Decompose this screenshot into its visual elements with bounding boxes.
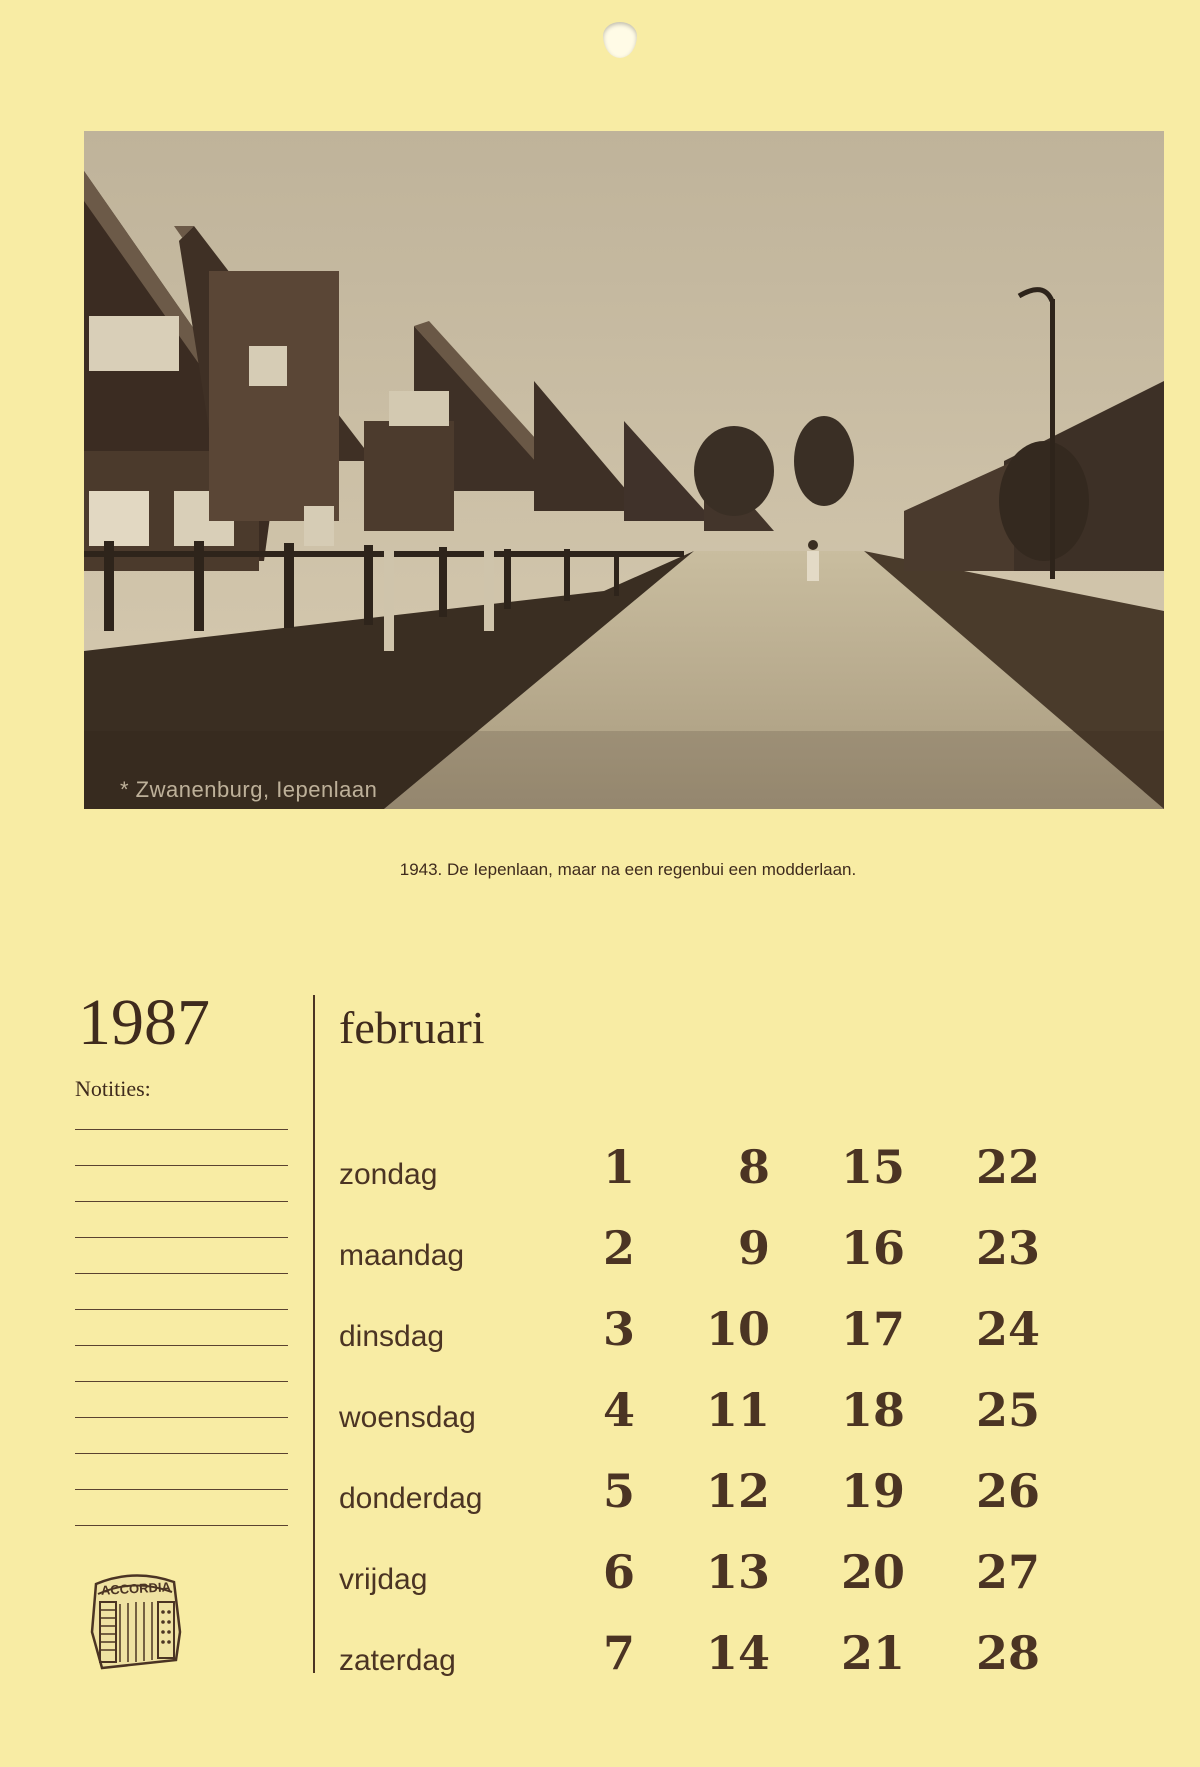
day-name: maandag — [339, 1239, 465, 1272]
date-number: 2 — [602, 1221, 635, 1275]
day-name: woensdag — [339, 1401, 476, 1434]
svg-text:ACCORDIA: ACCORDIA — [100, 1579, 172, 1598]
notes-label: Notities: — [75, 1076, 151, 1101]
calendar-row-dinsdag — [0, 1302, 1200, 1362]
calendar-row-zaterdag — [0, 1626, 1200, 1686]
calendar-row-vrijdag — [0, 1545, 1200, 1605]
street-photo — [84, 131, 1164, 809]
date-number: 13 — [705, 1545, 770, 1599]
date-number: 19 — [840, 1464, 905, 1518]
date-number: 26 — [975, 1464, 1040, 1518]
date-number: 22 — [975, 1140, 1040, 1194]
calendar-row-maandag — [0, 1221, 1200, 1281]
date-number: 27 — [975, 1545, 1040, 1599]
hanging-hole — [603, 22, 637, 58]
date-number: 4 — [602, 1383, 635, 1437]
date-number: 17 — [840, 1302, 905, 1356]
calendar-year: 1987 — [78, 986, 210, 1059]
street-photo-illustration — [84, 131, 1164, 809]
date-number: 21 — [840, 1626, 905, 1680]
date-number: 16 — [840, 1221, 905, 1275]
month-title: februari — [339, 1002, 485, 1053]
day-name: donderdag — [339, 1482, 483, 1515]
date-number: 28 — [975, 1626, 1040, 1680]
day-name: zaterdag — [339, 1644, 456, 1677]
date-number: 25 — [975, 1383, 1040, 1437]
date-number: 14 — [705, 1626, 770, 1680]
day-name: zondag — [339, 1158, 438, 1191]
calendar-row-woensdag — [0, 1383, 1200, 1443]
date-number: 11 — [705, 1383, 770, 1437]
calendar-row-donderdag — [0, 1464, 1200, 1524]
date-number: 9 — [737, 1221, 770, 1275]
date-number: 24 — [975, 1302, 1040, 1356]
photo-caption: 1943. De Iepenlaan, maar na een regenbui een modderlaan. — [399, 860, 857, 879]
photo-watermark: * Zwanenburg, Iepenlaan — [120, 777, 378, 802]
date-number: 7 — [602, 1626, 635, 1680]
date-number: 15 — [840, 1140, 905, 1194]
date-number: 12 — [705, 1464, 770, 1518]
date-number: 10 — [705, 1302, 770, 1356]
calendar-row-zondag — [0, 1140, 1200, 1200]
date-number: 18 — [840, 1383, 905, 1437]
date-number: 20 — [840, 1545, 905, 1599]
date-number: 23 — [975, 1221, 1040, 1275]
date-number: 6 — [602, 1545, 635, 1599]
date-number: 1 — [602, 1140, 635, 1194]
day-name: dinsdag — [339, 1320, 445, 1353]
date-number: 8 — [737, 1140, 770, 1194]
date-number: 3 — [602, 1302, 635, 1356]
day-name: vrijdag — [339, 1563, 428, 1596]
date-number: 5 — [602, 1464, 635, 1518]
